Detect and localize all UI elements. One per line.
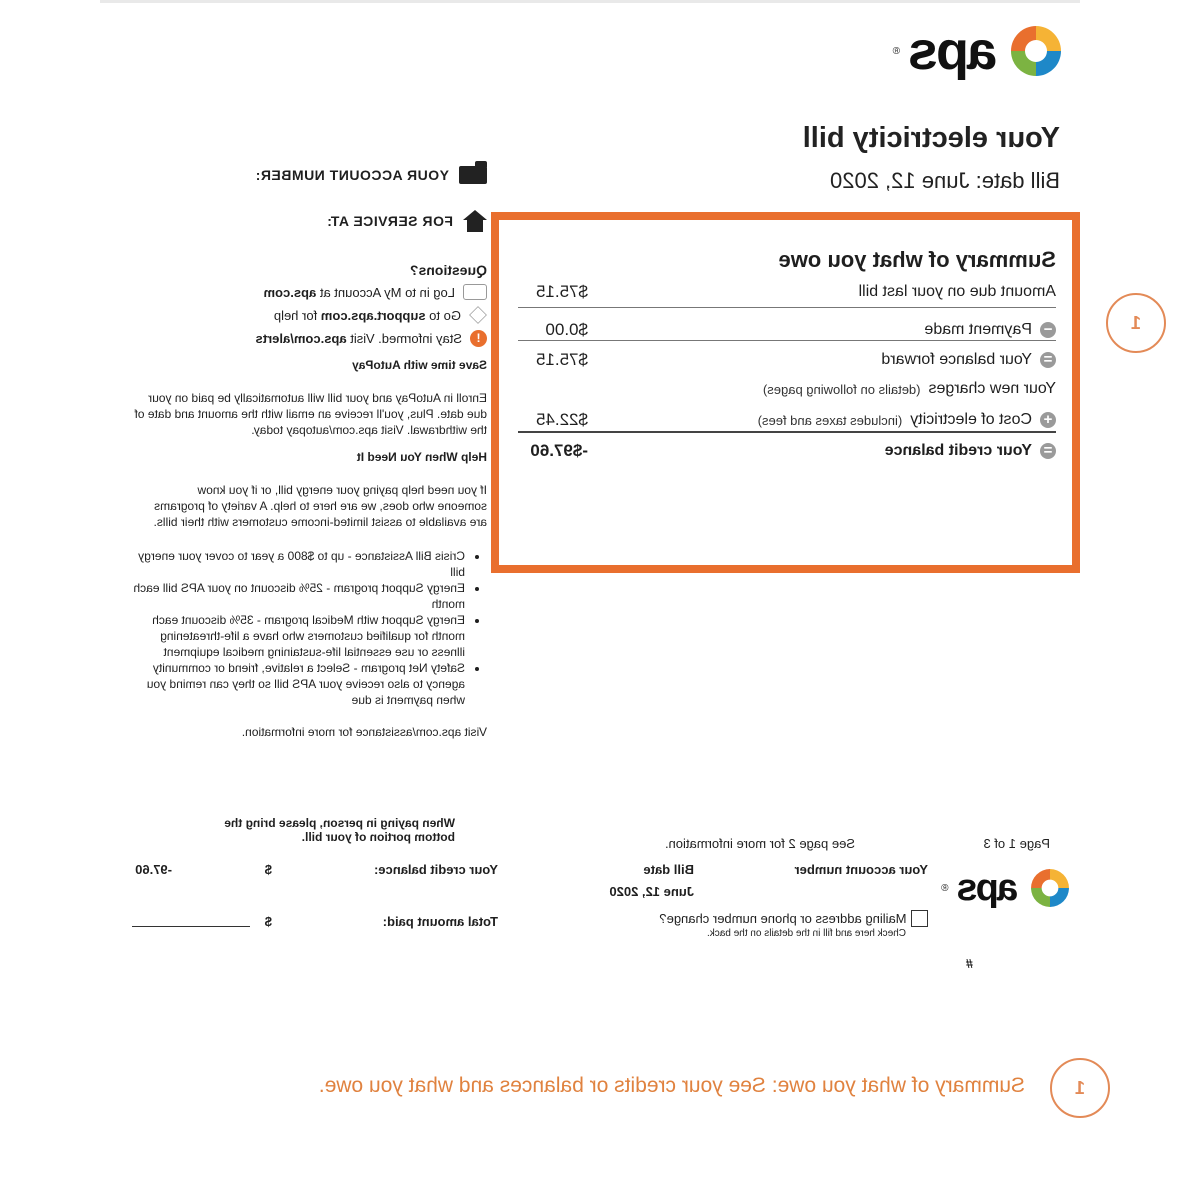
row-value: -$97.60	[530, 441, 588, 460]
aps-swirl-icon	[1007, 22, 1065, 80]
bullet-item: • Energy Support program - 25% discount on your APS bill each month	[125, 580, 465, 612]
bill-date	[830, 168, 1060, 194]
minus-icon: −	[1040, 322, 1056, 338]
question-text: Stay informed. Visit aps.com/alerts	[255, 331, 462, 346]
stub-hash: #	[965, 956, 973, 971]
link-aps[interactable]: aps.com	[263, 284, 317, 300]
chat-icon	[463, 284, 487, 300]
row-label: Cost of electricity	[910, 411, 1032, 428]
question-item	[147, 330, 487, 347]
row-label: Payment made	[924, 321, 1032, 338]
row-value: $22.45	[536, 410, 588, 429]
row-label: Your new charges	[928, 380, 1056, 397]
question-text: Log in to My Account at aps.com	[263, 284, 455, 300]
folder-icon	[459, 166, 487, 184]
row-label: Your credit balance	[884, 442, 1032, 459]
summary-row-electricity	[518, 410, 1056, 430]
divider	[518, 307, 1056, 308]
summary-row-credit-balance	[518, 441, 1056, 461]
bill-title: Your electricity bill	[802, 122, 1060, 154]
stub-bill-date-value: June 12, 2020	[609, 884, 694, 899]
bullet-item: • Energy Support with Medical program - 35% discount each month for qualified customers who have a life-threatening illness or use essential life-sustaining medical equipment	[125, 612, 465, 660]
summary-box	[491, 212, 1080, 573]
total-paid-label: Total amount paid:	[382, 914, 498, 929]
footer-callout-marker: 1	[1050, 1058, 1110, 1118]
logo-registered: ®	[941, 882, 949, 894]
row-value: $0.00	[545, 320, 588, 339]
row-value: $75.15	[536, 282, 588, 301]
equals-icon: =	[1040, 352, 1056, 368]
row-label: Your balance forward	[881, 351, 1032, 368]
question-item	[147, 306, 487, 324]
summary-title: Summary of what you owe	[778, 247, 1056, 272]
link-support[interactable]: support.aps.com	[320, 307, 426, 323]
divider	[518, 340, 1056, 341]
bullet-item: • Safety Net program - Select a relative, friend or community agency to also receive your APS bill so they can remind you when payment is due	[125, 660, 465, 708]
top-rule	[100, 0, 1080, 3]
summary-row-balance-forward	[518, 350, 1056, 370]
row-note: (includes taxes and fees)	[757, 412, 903, 428]
summary-row-payment	[518, 320, 1056, 340]
mailing-change-checkbox[interactable]	[911, 910, 928, 927]
pointer-icon	[469, 306, 487, 324]
summary-row-last-bill	[518, 282, 1056, 302]
help-bullets	[125, 548, 487, 708]
equals-icon: =	[1040, 443, 1056, 459]
aps-logo-small	[941, 866, 1072, 910]
credit-balance-label: Your credit balance:	[373, 862, 498, 877]
bill-date-label: Bill date:	[975, 168, 1060, 193]
plus-icon: +	[1040, 412, 1056, 428]
help-section	[127, 450, 487, 740]
stub-bill-date-label: Bill date	[643, 862, 694, 877]
aps-swirl-icon	[1028, 866, 1072, 910]
questions-title: Questions?	[409, 262, 487, 278]
questions-section	[147, 262, 487, 347]
help-text: If you need help paying your energy bill, or if you know someone who does, we are here to help. A variety of programs are available to assist limited-income customers with their bills.	[153, 483, 487, 529]
bill-date-value: June 12, 2020	[830, 168, 970, 193]
total-paid-currency: $	[264, 914, 272, 929]
row-label: Amount due on your last bill	[858, 283, 1056, 300]
mailing-change-note: Check here and fill in the details on the back.	[706, 928, 906, 939]
footer-note: Summary of what you owe: See your credits or balances and what you owe.	[318, 1074, 1025, 1097]
credit-balance-value: -97.60	[135, 862, 172, 877]
see-page-note: See page 2 for more information.	[664, 836, 855, 851]
question-item	[147, 284, 487, 300]
stub-account-number-label: Your account number	[794, 862, 928, 877]
service-address-label: FOR SERVICE AT:	[326, 213, 453, 229]
question-text: Go to support.aps.com for help	[273, 307, 461, 323]
autopay-section	[127, 358, 487, 438]
help-visit: Visit aps.com/assistance for more information.	[241, 725, 487, 739]
credit-balance-currency: $	[264, 862, 272, 877]
bullet-item: • Crisis Bill Assistance - up to $800 a year to cover your energy bill	[125, 548, 465, 580]
logo-registered: ®	[892, 45, 900, 57]
account-number-label: YOUR ACCOUNT NUMBER:	[255, 167, 449, 183]
house-icon	[463, 210, 487, 232]
help-title: Help When You Need It	[356, 450, 487, 464]
link-alerts[interactable]: aps.com/alerts	[255, 331, 347, 346]
logo-wordmark: aps	[958, 867, 1018, 909]
summary-row-new-charges	[518, 380, 1056, 398]
page-number: Page 1 of 3	[983, 836, 1050, 851]
mailing-change-label: Mailing address or phone number change?	[659, 911, 907, 926]
autopay-text: Enroll in AutoPay and your bill will automatically be paid on your due date. Plus, you'll receive an email with the amount and date of the withdrawal. Visit aps.com/autopay today.	[134, 391, 487, 437]
alert-icon: !	[470, 330, 487, 347]
total-paid-input[interactable]	[132, 914, 250, 932]
callout-marker: 1	[1106, 293, 1166, 353]
row-note: (details on following pages)	[762, 381, 921, 397]
aps-logo	[893, 22, 1065, 80]
in-person-note: When paying in person, please bring the bottom portion of your bill.	[224, 816, 455, 844]
logo-wordmark: aps	[909, 21, 997, 81]
row-value: $75.15	[536, 350, 588, 369]
service-address-heading	[327, 210, 487, 232]
mailing-change	[608, 910, 928, 939]
account-number-heading	[255, 166, 487, 184]
autopay-title: Save time with AutoPay	[352, 358, 487, 372]
divider	[518, 431, 1056, 433]
